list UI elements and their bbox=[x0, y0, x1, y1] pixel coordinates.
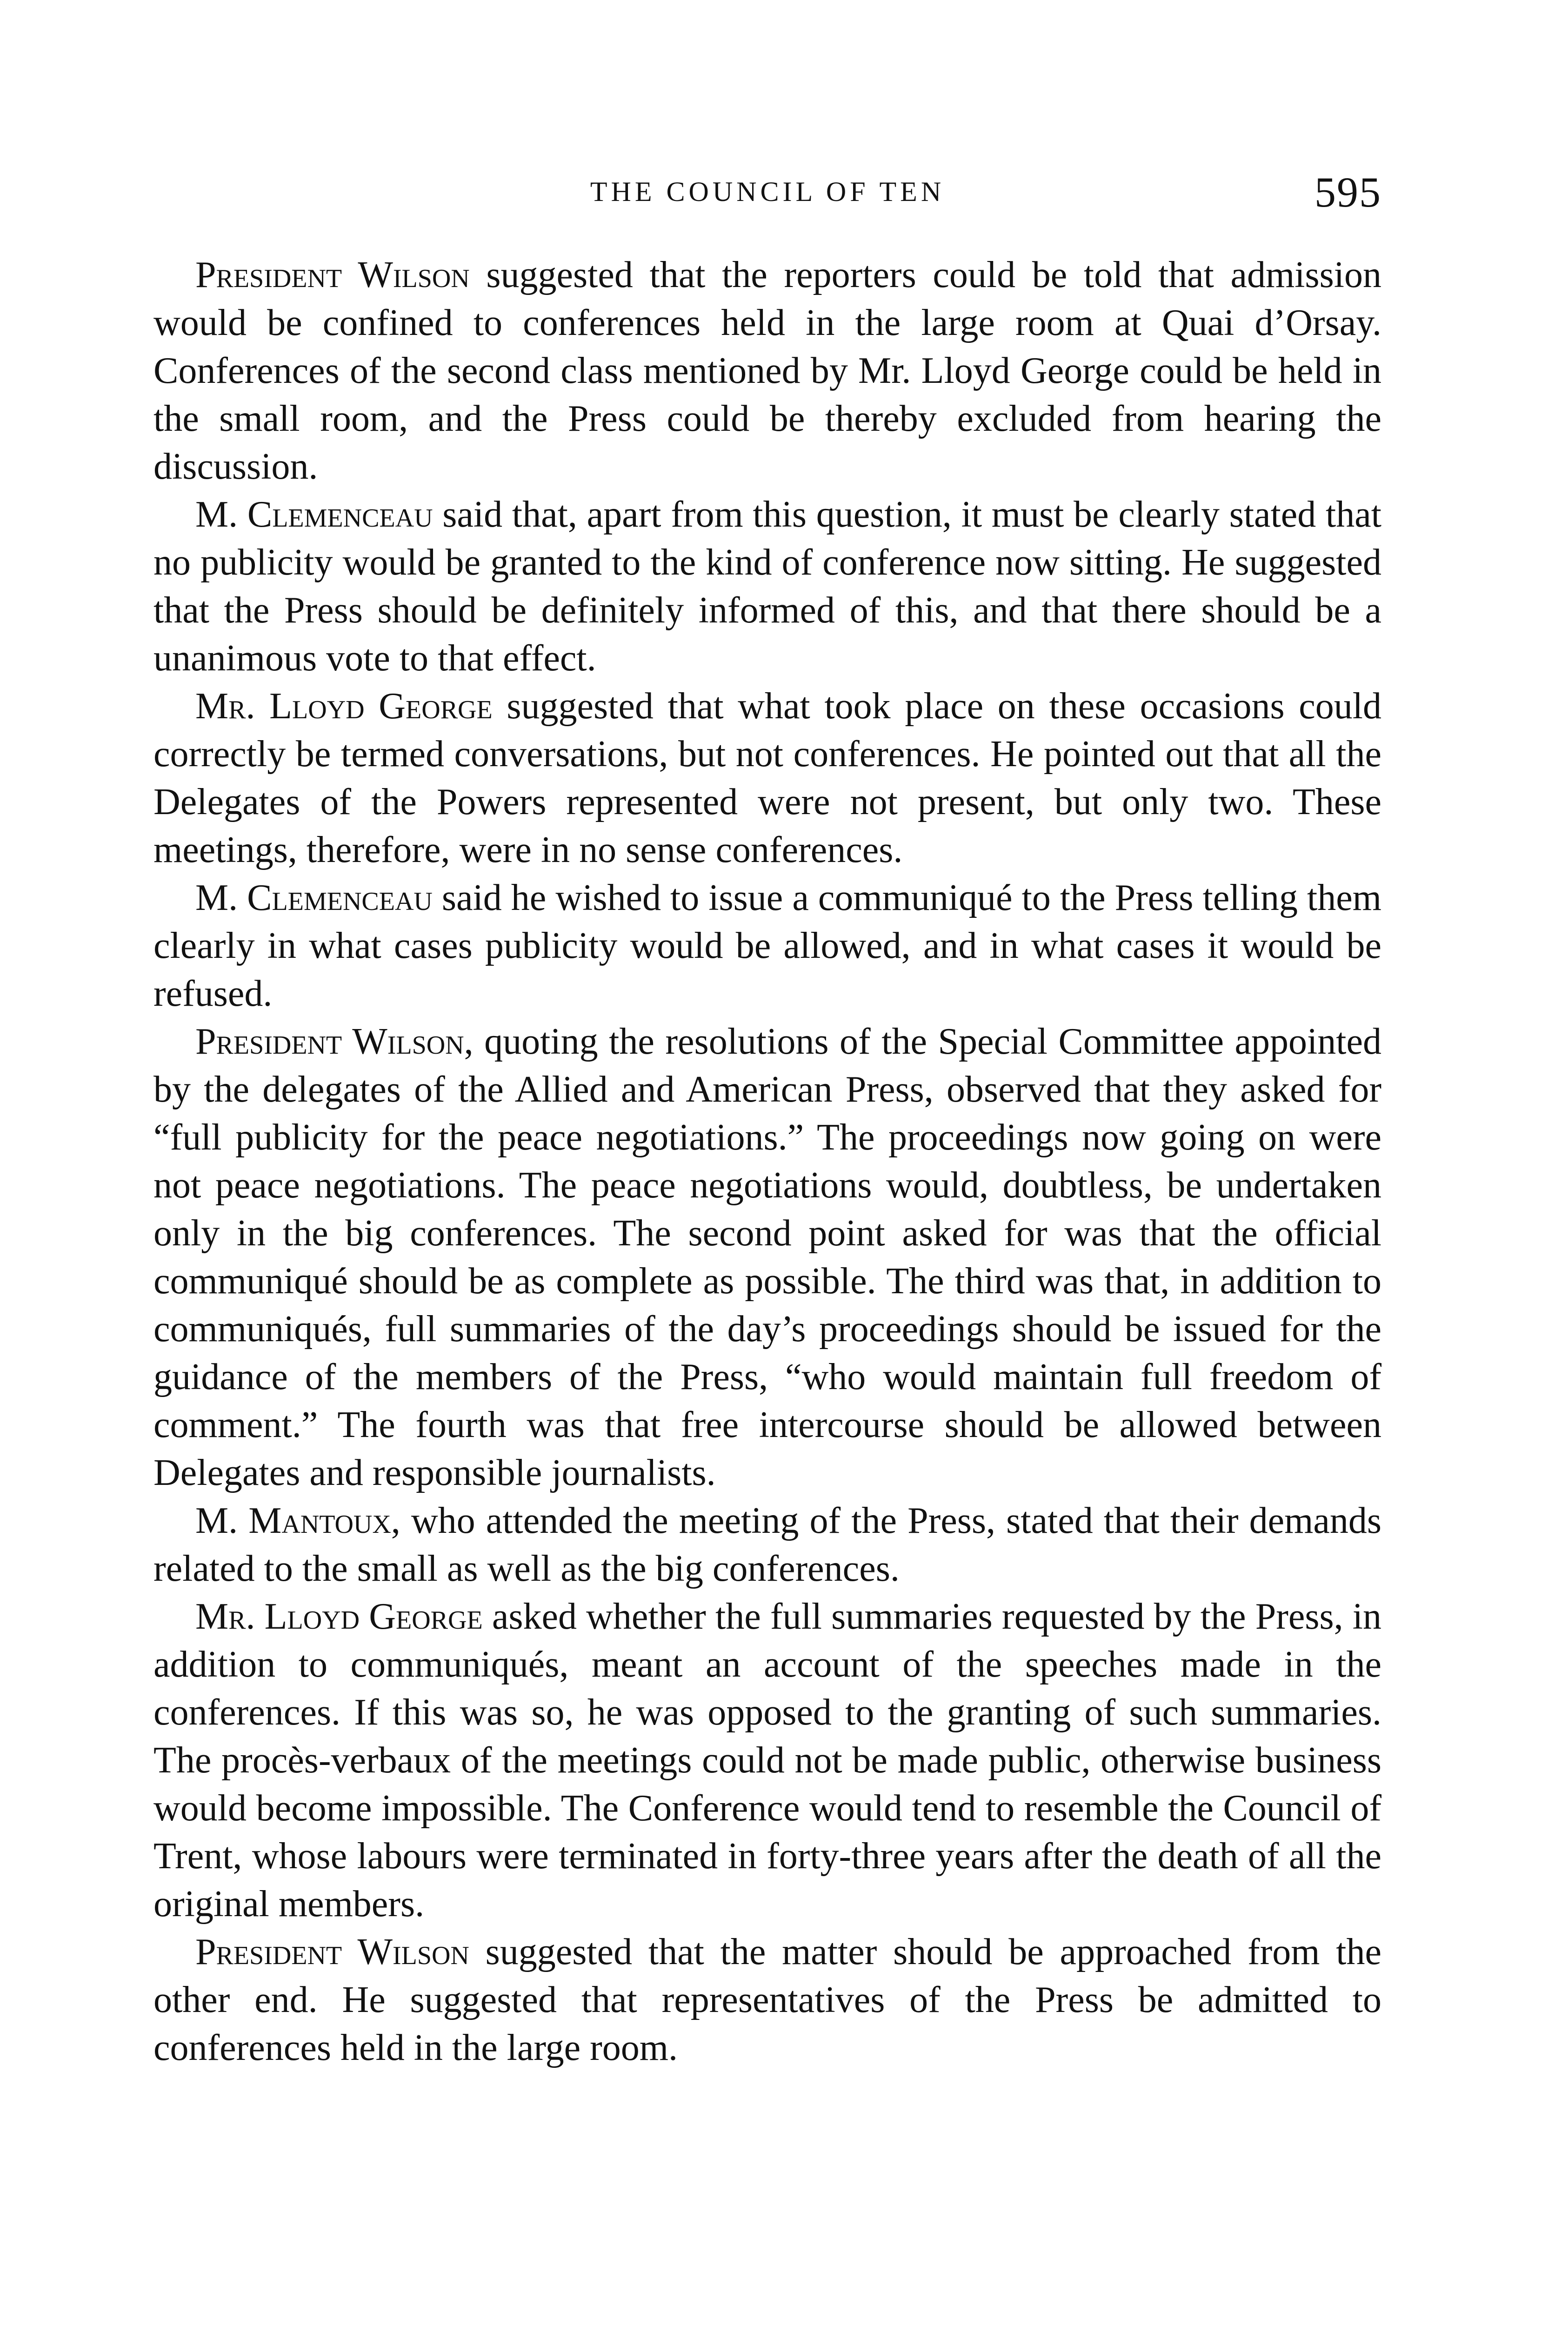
speaker-name: Mr. Lloyd George bbox=[195, 1596, 483, 1637]
paragraph-7 bbox=[153, 1593, 1381, 1928]
paragraph-3 bbox=[153, 682, 1381, 874]
page-number: 595 bbox=[1314, 168, 1381, 216]
paragraph-text: suggested that the reporters could be told that admission would be confined to conferences held in the large room at Quai d’Orsay. Conferences of the second class mentioned by Mr. Lloyd George could be held in the small room, and the Press could be thereby excluded from hearing the discussion. bbox=[153, 254, 1381, 487]
paragraph-4 bbox=[153, 874, 1381, 1018]
paragraph-text: suggested that the matter should be approached from the other end. He suggested that representatives of the Press be admitted to conferences held in the large room. bbox=[153, 1932, 1381, 2068]
body-text bbox=[153, 251, 1381, 2072]
speaker-name: M. Clemenceau bbox=[195, 494, 433, 535]
paragraph-text: suggested that what took place on these occasions could correctly be termed conversations, but not conferences. He pointed out that all the Delegates of the Powers represented were not present, but only two. These meetings, therefore, were in no sense conferences. bbox=[153, 686, 1382, 870]
running-header bbox=[153, 167, 1381, 223]
paragraph-5 bbox=[153, 1018, 1381, 1497]
paragraph-1 bbox=[153, 251, 1381, 491]
speaker-name: M. Mantoux bbox=[195, 1500, 391, 1541]
running-title: THE COUNCIL OF TEN bbox=[590, 176, 945, 207]
paragraph-text: said that, apart from this question, it must be clearly stated that no publicity would be granted to the kind of conference now sitting. He suggested that the Press should be definitely informed of this, and that there should be a unanimous vote to that effect. bbox=[153, 494, 1381, 679]
paragraph-6 bbox=[153, 1497, 1381, 1593]
paragraph-text: said he wished to issue a communiqué to the Press telling them clearly in what cases publicity would be allowed, and in what cases it would be refused. bbox=[153, 877, 1382, 1014]
speaker-name: President Wilson bbox=[195, 1932, 469, 1972]
speaker-name: President Wilson bbox=[195, 1021, 464, 1062]
paragraph-text: asked whether the full summaries requested by the Press, in addition to communiqués, meant an account of the speeches made in the conferences. If this was so, he was opposed to the granting of such summaries. The procès-verbaux of the meetings could not be made public, otherwise business would become impossible. The Conference would tend to resemble the Council of Trent, whose labours were terminated in forty-three years after the death of all the original members. bbox=[153, 1596, 1381, 1925]
paragraph-2 bbox=[153, 491, 1381, 682]
speaker-name: President Wilson bbox=[195, 254, 470, 295]
paragraph-text: , quoting the resolutions of the Special Committee appointed by the delegates of the Allied and American Press, observed that they asked for “full publicity for the peace negotiations.” The proceedings now going on were not peace negotiations. The peace negotiations would, doubtless, be undertaken only in the big conferences. The second point asked for was that the official communiqué should be as complete as possible. The third was that, in addition to communiqués, full summaries of the day’s proceedings should be issued for the guidance of the members of the Press, “who would maintain full freedom of comment.” The fourth was that free intercourse should be allowed between Delegates and responsible journalists. bbox=[153, 1021, 1381, 1493]
speaker-name: Mr. Lloyd George bbox=[195, 686, 493, 727]
paragraph-text: , who attended the meeting of the Press, stated that their demands related to the small as well as the big conferences. bbox=[153, 1500, 1381, 1589]
paragraph-8 bbox=[153, 1928, 1381, 2072]
speaker-name: M. Clemenceau bbox=[195, 877, 433, 918]
